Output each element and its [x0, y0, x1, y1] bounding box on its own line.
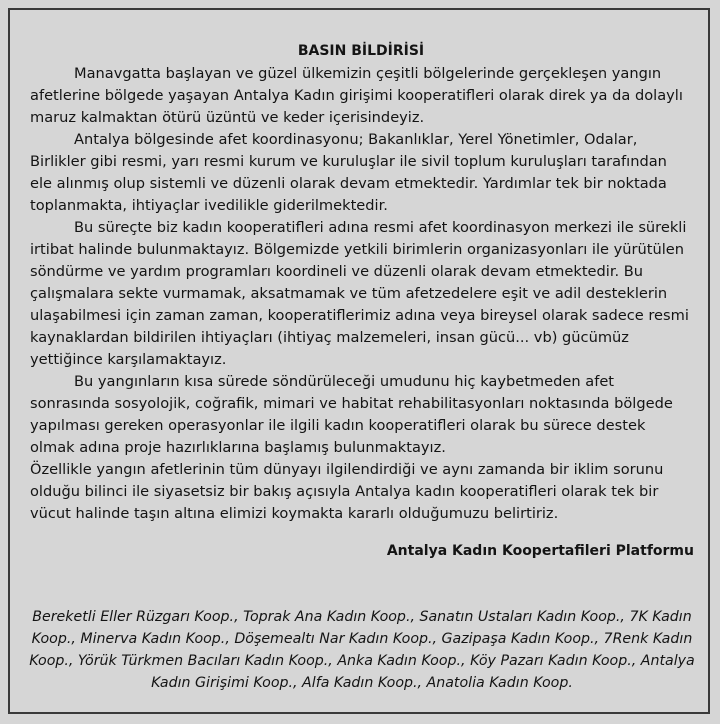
paragraph-4: Bu yangınların kısa sürede söndürüleceği umudunu hiç kaybetmeden afet sonrasında sosyolojik, coğrafik, mimari ve habitat rehabilitasyonları noktasında bölgede yapılması gereken operasyonlar ile ilgili kadın kooperatifleri olarak bu sürece destek olmak adına proje hazırlıklarına başlamış bulunmaktayız. [30, 373, 673, 456]
document-body [30, 63, 690, 525]
paragraph-3: Bu süreçte biz kadın kooperatifleri adına resmi afet koordinasyon merkezi ile sürekli irtibat halinde bulunmaktayız. Bölgemizde yetkili birimlerin organizasyonları ile yürütülen söndürme ve yardım programları koordineli ve düzenli olarak devam etmektedir. Bu çalışmalara sekte vurmamak, aksatmamak ve tüm afetzedelere eşit ve adil desteklerin ulaşabilmesi için zaman zaman, kooperatiflerimiz adına veya bireysel olarak sadece resmi kaynaklardan bildirilen ihtiyaçları (ihtiyaç malzemeleri, insan gücü... vb) gücümüz yettiğince karşılamaktayız. [30, 219, 689, 368]
paragraph-1: Manavgatta başlayan ve güzel ülkemizin çeşitli bölgelerinde gerçekleşen yangın afetlerine bölgede yaşayan Antalya Kadın girişimi kooperatifleri olarak direk ya da dolaylı maruz kalmaktan ötürü üzüntü ve keder içerisindeyiz. [30, 65, 683, 126]
member-cooperatives-list: Bereketli Eller Rüzgarı Koop., Toprak Ana Kadın Koop., Sanatın Ustaları Kadın Koop., 7K Kadın Koop., Minerva Kadın Koop., Döşemealtı Nar Kadın Koop., Gazipaşa Kadın Koop., 7Renk Kadın Koop., Yörük Türkmen Bacıları Kadın Koop., Anka Kadın Koop., Köy Pazarı Kadın Koop., Antalya Kadın Girişimi Koop., Alfa Kadın Koop., Anatolia Kadın Koop. [29, 609, 695, 691]
press-release-frame [8, 8, 710, 714]
document-title: BASIN BİLDİRİSİ [297, 43, 425, 59]
signature: Antalya Kadın Koopertafileri Platformu [386, 543, 694, 559]
paragraph-2: Antalya bölgesinde afet koordinasyonu; Bakanlıklar, Yerel Yönetimler, Odalar, Birlikler gibi resmi, yarı resmi kurum ve kuruluşlar ile sivil toplum kuruluşları tarafından ele alınmış olup sistemli ve düzenli olarak devam etmektedir. Yardımlar tek bir noktada toplanmakta, ihtiyaçlar ivedilikle giderilmektedir. [30, 131, 667, 214]
paragraph-5: Özellikle yangın afetlerinin tüm dünyayı ilgilendirdiği ve aynı zamanda bir iklim sorunu olduğu bilinci ile siyasetsiz bir bakış açısıyla Antalya kadın kooperatifleri olarak tek bir vücut halinde taşın altına elimizi koymakta kararlı olduğumuzu belirtiriz. [30, 461, 664, 522]
